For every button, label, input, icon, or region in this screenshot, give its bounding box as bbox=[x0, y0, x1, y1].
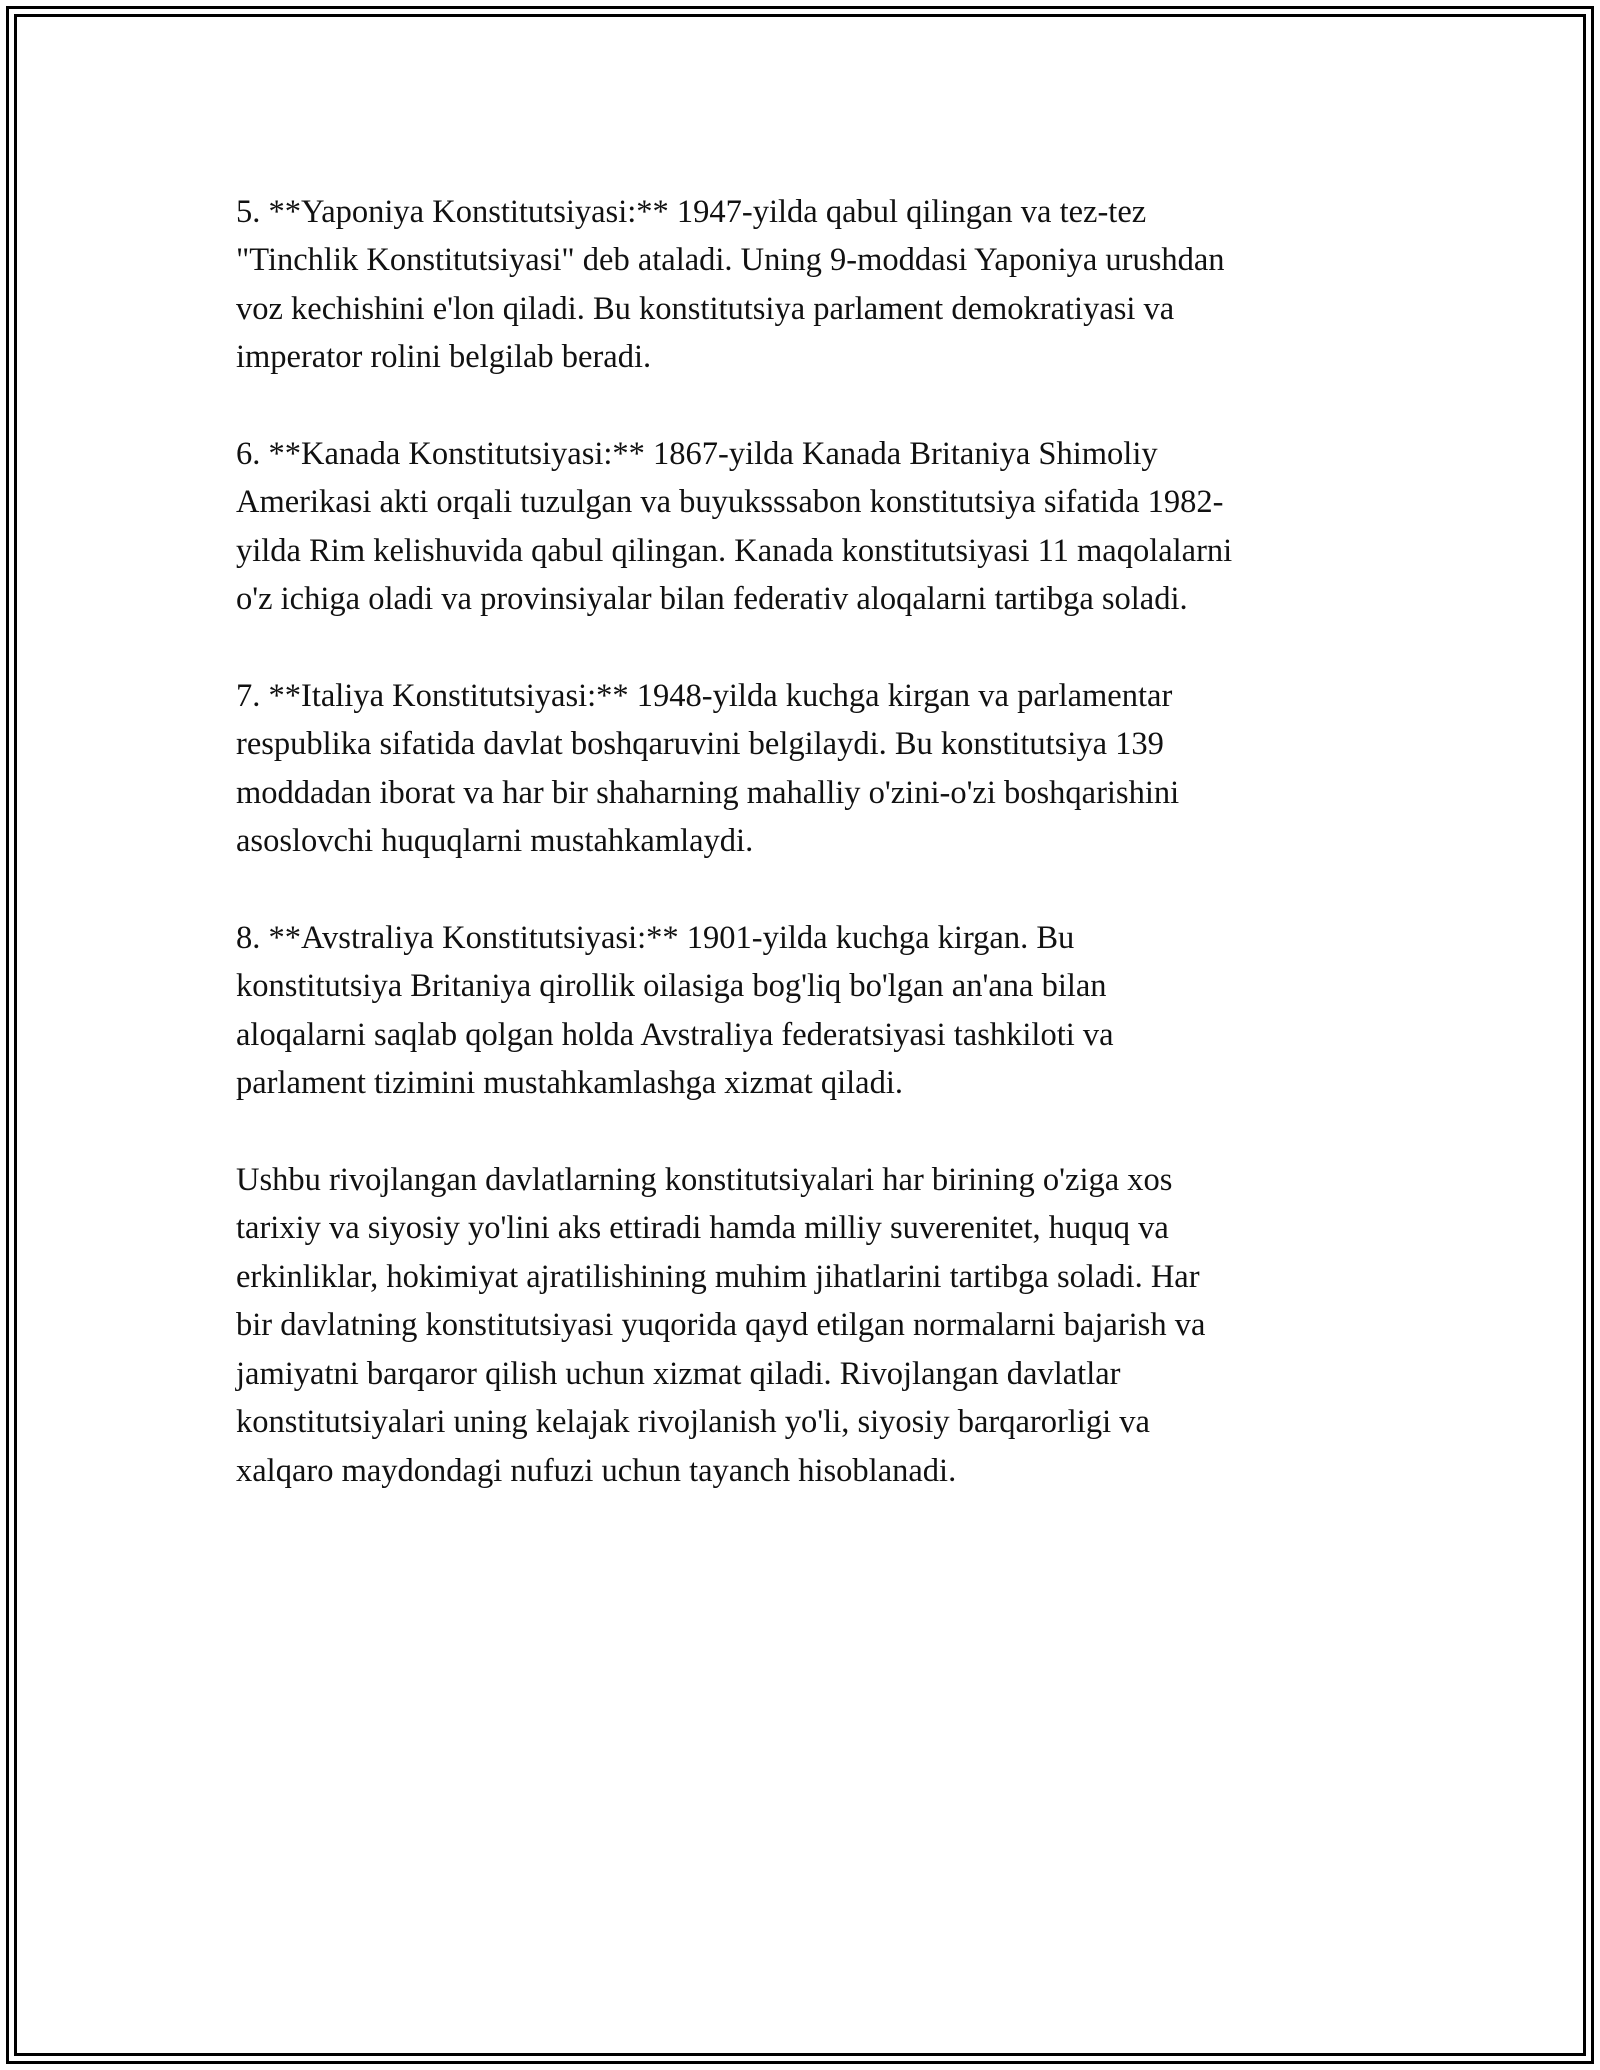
paragraph-canada-constitution: 6. **Kanada Konstitutsiyasi:** 1867-yilda Kanada Britaniya Shimoliy Amerikasi akti orqali tuzulgan va buyuksssabon konstitutsiya sifatida 1982- yilda Rim kelishuvida qabul qilingan. Kanada konstitutsiyasi 11 maqolalarni o'z ichiga oladi va provinsiyalar bilan federativ aloqalarni tartibga soladi. bbox=[236, 436, 1233, 618]
paragraph-italy-constitution: 7. **Italiya Konstitutsiyasi:** 1948-yilda kuchga kirgan va parlamentar respublika sifatida davlat boshqaruvini belgilaydi. Bu konstitutsiya 139 moddadan iborat va har bir shaharning mahalliy o'zini-o'zi boshqarishini asoslovchi huquqlarni mustahkamlaydi. bbox=[236, 678, 1180, 860]
paragraph-conclusion: Ushbu rivojlangan davlatlarning konstitutsiyalari har birining o'ziga xos tarixiy va siyosiy yo'lini aks ettiradi hamda milliy suverenitet, huquq va erkinliklar, hokimiyat ajratilishining muhim jihatlarini tartibga soladi. Har bir davlatning konstitutsiyasi yuqorida qayd etilgan normalarni bajarish va jamiyatni barqaror qilish uchun xizmat qiladi. Rivojlangan davlatlar konstitutsiyalari uning kelajak rivojlanish yo'li, siyosiy barqarorligi va xalqaro maydondagi nufuzi uchun tayanch hisoblanadi. bbox=[236, 1162, 1206, 1489]
paragraph-japan-constitution: 5. **Yaponiya Konstitutsiyasi:** 1947-yilda qabul qilingan va tez-tez "Tinchlik Konstitutsiyasi" deb ataladi. Uning 9-moddasi Yaponiya urushdan voz kechishini e'lon qiladi. Bu konstitutsiya parlament demokratiyasi va imperator rolini belgilab beradi. bbox=[236, 194, 1225, 376]
paragraph-australia-constitution: 8. **Avstraliya Konstitutsiyasi:** 1901-yilda kuchga kirgan. Bu konstitutsiya Britaniya qirollik oilasiga bog'liq bo'lgan an'ana bilan aloqalarni saqlab qolgan holda Avstraliya federatsiyasi tashkiloti va parlament tizimini mustahkamlashga xizmat qiladi. bbox=[236, 920, 1114, 1102]
document-body bbox=[236, 188, 1386, 1543]
